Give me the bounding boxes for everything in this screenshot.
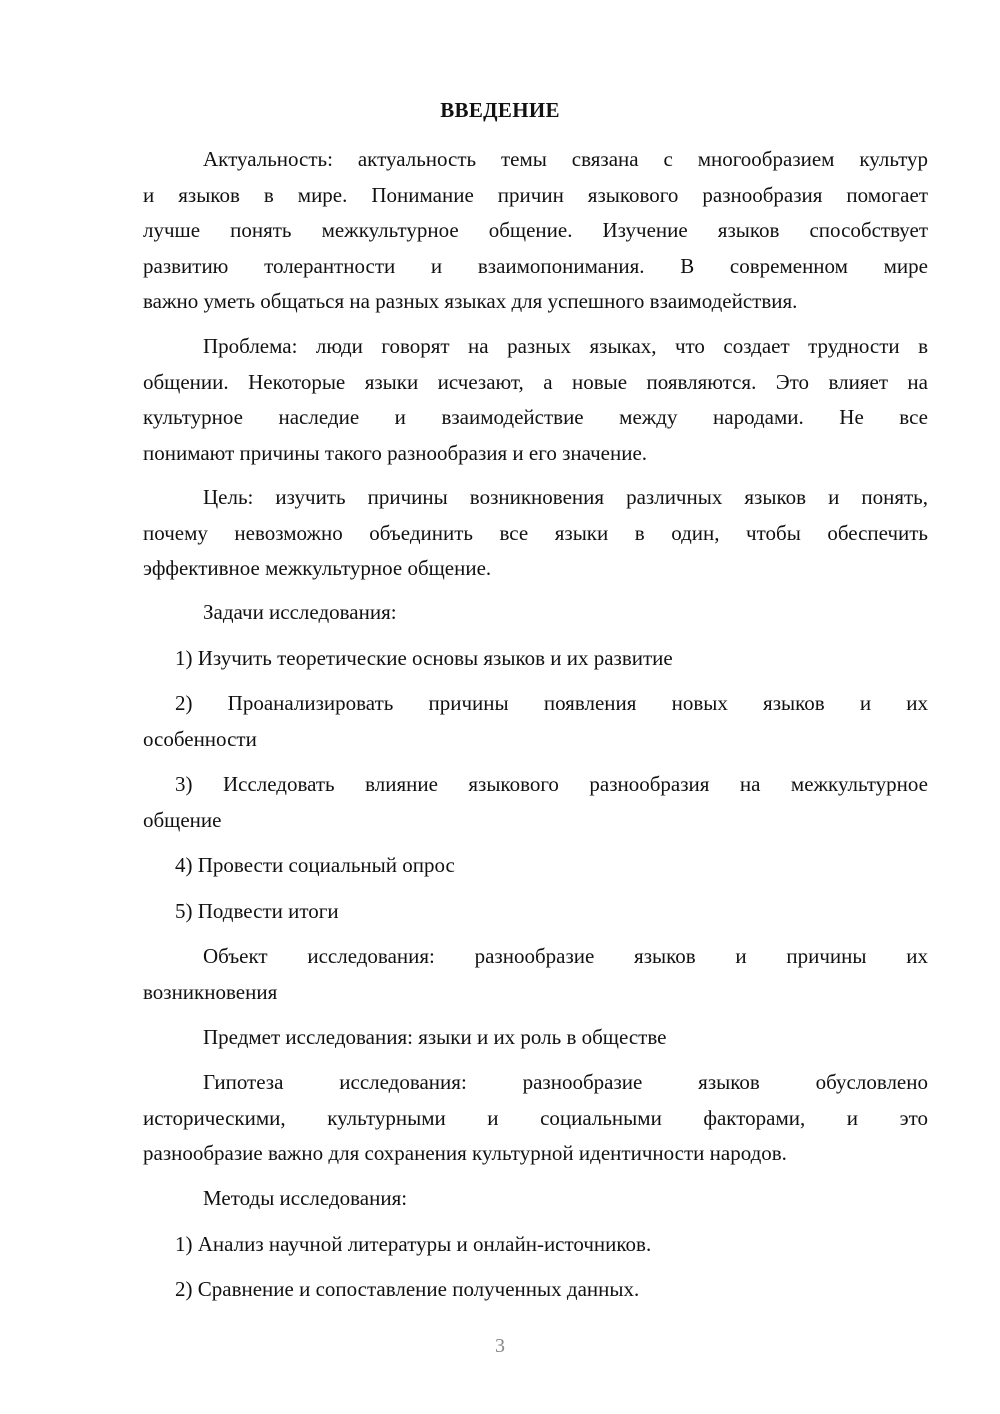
text-line: культурное наследие и взаимодействие между народами. Не все [143, 405, 928, 429]
method-item: 2) Сравнение и сопоставление полученных данных. [175, 1277, 640, 1301]
text-line: понимают причины такого разнообразия и его значение. [143, 440, 648, 465]
text-line: и языков в мире. Понимание причин языкового разнообразия помогает [143, 182, 928, 207]
task-item: 1) Изучить теоретические основы языков и их развитие [175, 646, 673, 670]
text-line: развитию толерантности и взаимопонимания. В современном мире [143, 253, 928, 278]
problem-paragraph [143, 329, 928, 471]
text-line: важно уметь общаться на разных языках для успешного взаимодействия. [143, 289, 798, 313]
text-line: почему невозможно объединить все языки в один, чтобы обеспечить [143, 520, 928, 545]
hypothesis-paragraph [143, 1065, 928, 1172]
tasks-heading: Задачи исследования: [203, 600, 397, 624]
text-line: эффективное межкультурное общение. [143, 556, 492, 580]
task-item: 5) Подвести итоги [175, 899, 339, 923]
goal-paragraph [143, 480, 928, 587]
method-item: 1) Анализ научной литературы и онлайн-источников. [175, 1232, 652, 1256]
text-line: особенности [143, 726, 257, 751]
text-line: лучше понять межкультурное общение. Изучение языков способствует [143, 218, 928, 242]
relevance-paragraph [143, 142, 928, 320]
methods-heading: Методы исследования: [203, 1186, 408, 1210]
task-item [143, 686, 928, 757]
page-number: 3 [495, 1335, 505, 1357]
text-line: Актуальность: актуальность темы связана с многообразием культур [203, 147, 928, 171]
text-line: Гипотеза исследования: разнообразие языков обусловлено [203, 1070, 928, 1094]
text-line: Цель: изучить причины возникновения различных языков и понять, [203, 485, 928, 509]
page-title: ВВЕДЕНИЕ [440, 98, 560, 122]
text-line: Объект исследования: разнообразие языков и причины их [203, 944, 928, 968]
text-line: общении. Некоторые языки исчезают, а новые появляются. Это влияет на [143, 369, 928, 394]
task-item [143, 767, 928, 838]
text-line: разнообразие важно для сохранения культурной идентичности народов. [143, 1141, 787, 1165]
text-line: Проблема: люди говорят на разных языках, что создает трудности в [203, 334, 928, 358]
text-line: общение [143, 807, 222, 832]
text-line: 2) Проанализировать причины появления новых языков и их [175, 691, 928, 715]
text-line: историческими, культурными и социальными факторами, и это [143, 1105, 928, 1130]
subject-paragraph: Предмет исследования: языки и их роль в обществе [203, 1025, 667, 1049]
task-item: 4) Провести социальный опрос [175, 853, 455, 877]
object-paragraph [143, 939, 928, 1010]
text-line: возникновения [143, 979, 278, 1004]
text-line: 3) Исследовать влияние языкового разнообразия на межкультурное [175, 772, 928, 796]
